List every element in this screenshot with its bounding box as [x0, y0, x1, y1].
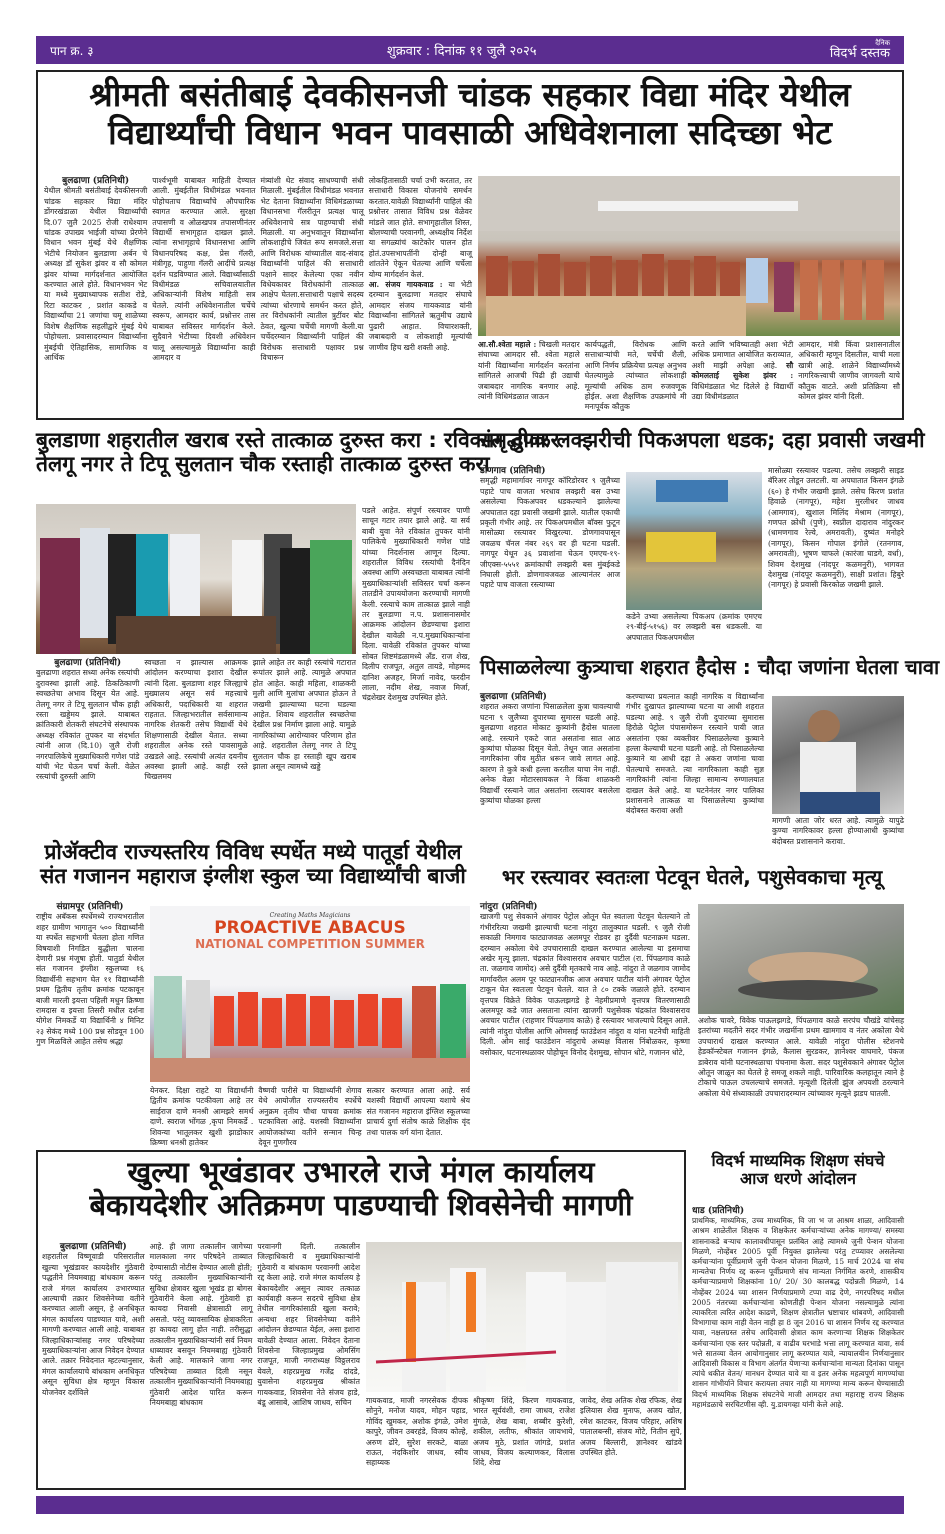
dateline: धाड (प्रतिनिधी) — [692, 1206, 745, 1216]
story5-lower-columns — [150, 1086, 470, 1146]
photo-person — [772, 696, 904, 814]
story7-column: श्रीकृष्ण शिंदे, किरण गायकवाड, भारत सूर्यवंशी, रामा जाधव, राजेश मुंगळे, शेख बाबा, शब्बीर कुरेशी, शकील, लतीफ, श्रीकांत जायभाये, अजय मुठे, प्रशांत जांगडे, प्रशांत जाधव, विजय कल्याणकर, विलास शिंदे, शेख — [473, 1396, 575, 1468]
story7-column: जावेद, शेख अतिक शेख रफिक, शेख इलियास शेख मुनाफ, अजय खोत, रमेश काटकर, विजय परिहार, अशिष पातालबन्सी, संजय मोटे, नितीन सुपे, अजय बिल्लारी, ज्ञानेश्वर खांडवे उपस्थित होते. — [580, 1396, 682, 1458]
dateline: नांदुरा (प्रतिनिधी) — [480, 902, 538, 912]
page-number: पान क्र. ३ — [50, 43, 94, 58]
story7-text-columns — [42, 1242, 360, 1486]
brand-logo — [830, 40, 890, 60]
story1-column: करते आणि भविष्यातही अशा भेटी अधिक प्रमाणात आयोजित कराव्यात, अशी माझी अपेक्षा आहे. सौ कोमलताई सुकेश झंवर : विधिमंडळात भेट दिलेले हे विद्यार्थी उद्या विधीमंडळात — [691, 340, 794, 402]
story7-lower-columns — [366, 1396, 682, 1486]
story4-column: करण्याच्या प्रयत्नात काही नागरिक व विद्यार्थ्यांना गंभीर दुखापत झाल्याच्या घटना या आधी शहरात घडल्या आहे. ९ जुलै रोजी दुपारच्या सुमारास हिरोळे पेट्रोल पंपासमोरून रस्त्याने पायी जात असतांना एका व्यक्तीवर पिसाळलेल्या कुत्र्याने हल्ला केल्याची घटना घडली आहे. तो पिसाळलेल्या कुत्र्याने या आधी दहा ते अकरा जणांना चावा घेतल्याचे समजते. त्या नागरिकाला काही सुज्ञ नागरिकांनी त्यांना जिल्हा सामान्य रुग्णालयात दाखल केले आहे. या घटनेनंतर नगर पालिका प्रशासनाने तात्कळ या पिसाळलेल्या कुत्र्यांचा बंदोबस्त करावा अशी — [626, 692, 764, 816]
story1-column: बुलढाणा (प्रतिनिधी) येथील श्रीमती बसंतीबाई देवकीसनजी चांडक सहकार विद्या मंदिर डोंगरखंडाळा येथील विद्यार्थ्यांची दि.07 जुलै 2025 रोजी राधेश्याम चांडक उपाख्य भाईजी यांच्या प्रेरणेने विधान भवन मुंबई येथे शैक्षणिक भेटीचे नियोजन बुलडाणा अर्बन चे अध्यक्ष डॉ सुकेश झंवर व सौ कोमल झंवर यांच्या मार्गदर्शनात आयोजित करण्यात आले होते. विधानभवन भेट या मध्ये मुख्याध्यापक सतीश रोडे, रिटा काटकर , प्रशांत काकडे व विद्यार्थ्यांचा 21 जणांचा चमू शाळेच्या विशेष शैक्षणिक सहलीद्वारे मुंबई येथे पोहोचला. प्रवासादरम्यान विद्यार्थ्यांना मुंबईची ऐतिहासिक, सामाजिक व आर्थिक — [44, 176, 148, 362]
headline-line-1: श्रीमती बसंतीबाई देवकीसनजी चांडक सहकार विद्या मंदिर येथील — [89, 75, 851, 114]
dateline: बुलढाणा (प्रतिनिधी) — [54, 658, 122, 668]
story8-body: धाड (प्रतिनिधी) प्राथमिक, माध्यमिक, उच्च माध्यमिक, वि जा भ ज आश्रम शाळा, आदिवासी आश्रम शाळेतील शिक्षक व शिक्षकेतर कर्मचाऱ्यांच्या अनेक मागण्या/ समस्या शासनाकडे बऱ्याच कालावधीपासून प्रलंबित आहे त्यामध्ये जुनी पेन्शन योजना मिळणे, नोव्हेंबर 2005 पूर्वी नियुक्त झालेल्या परंतु टप्प्यावर असलेल्या कर्मचाऱ्यांना पूर्वीप्रमाणे जुनी पेन्शन योजना मिळणे, 15 मार्च 2024 चा संच मान्यतेचा निर्णय रद्द करून पूर्वीप्रमाणे संच मान्यता निर्गमित करणे, शासकीय कर्मचाऱ्याप्रमाणे शिक्षकांना 10/ 20/ 30 कालबद्ध पदोन्नती मिळणे, 14 नोव्हेंबर 2024 च्या शासन निर्णयाप्रमाणे टप्पा वाढ देणे, नगरपरिषद मधील 2005 नंतरच्या कर्मचाऱ्यांना कोणतीही पेन्शन योजना नसल्यामुळे त्यांना त्याकरिता त्वरित आदेश काढणे, शिक्षण क्षेत्रातील भ्रष्टाचार थांबवणे, आदिवासी विभागाचा काम नाही वेतन नाही हा 8 जून 2016 चा शासन निर्णय रद्द करण्यात यावा, नक्षलग्रस्त तसेच आदिवासी क्षेत्रात काम करणाऱ्या शिक्षक शिक्षकेतर कर्मचाऱ्यांना एक स्तर पदोन्नती, व वाढीव घरभाडे भत्ता लागू करण्यात यावा, सर्व भत्ते सातव्या वेतन आयोगानुसार लागू करण्यात यावे, न्यायालयीन निर्णयानुसार आदिवासी विकास व विभाग अंतर्गत येणाऱ्या कर्मचाऱ्यांना मान्यता दिनांका पासून त्यांचे थकीत वेतन/ मानधन देण्यात यावे या व इतर अनेक महत्वपूर्ण मागण्यांचा शासन गांभीर्याने विचार करायला तयार नाही या मागण्या मान्य करून घेण्यासाठी विदर्भ माध्यमिक शिक्षक संघटनेचे माजी आमदार तथा महाराष्ट्र राज्य शिक्षक महामंडळाचे सरचिटणीस व्ही. यु.डायगव्हा यांनी केले आहे. — [692, 1206, 904, 1409]
story1-column: पार्श्वभूमी याबाबत माहिती देण्यात आली. मुंबईतील विधीमंडळ भवनात पोहोचताच विद्यार्थ्यांचे औपचारिक स्वागत करण्यात आले. सुरक्षा तपासणी व ओळखपत्र तपासणीनंतर विद्यार्थी सभागृहात दाखल झाले. त्यांना सभागृहाचे विधानसभा आणि विधानपरिषद कक्ष, प्रेस गॅलरी, मंत्रीगृह, पाहुणा गॅलरी आदींचे प्रत्यक्ष दर्शन घडविण्यात आले. विद्यार्थ्यांसाठी विधीमंडळ सचिवालयातील अधिकाऱ्यांनी विशेष माहिती सत्र घेतले. त्यांनी अधिवेशनातील चर्चेचे स्वरूप, आमदार कार्य, प्रश्नोत्तर तास याबाबत सविस्तर मार्गदर्शन केले. सुदैवाने भेटीच्या दिवशी अधिवेशन चालू असल्यामुळे विद्यार्थ्यांना काही आमदार व — [152, 176, 256, 362]
story-samruddhi-accident — [480, 428, 925, 653]
story5-column: सत्कार करण्यात आला आहे. सर्व यशस्वी विद्यार्थी आपल्या यशाचे श्रेय संत गजानन महाराज इंग्लिश स्कूलच्या प्राचार्य दुर्गा संतोष काळे शिक्षीक वृंद तथा पालक वर्ग यांना देतात. — [366, 1086, 470, 1137]
story2-column: स्वच्छता न झाल्यास आक्रमक आंदोलन करण्याचा इशारा देखील त्यांनी दिला. बुलडाणा शहर जिल्ह्याचे मुख्यालय असून सर्व महत्त्वाचे अधिकारी, पदाधिकारी या शहरात राहतात. जिल्हाभरातील सर्वसामान्य नागरिक शेतकरी तसेच विद्यार्थी येथे शिक्षणासाठी देखील येतात. सध्या शहरातील अनेक रस्ते पावसामुळे उखडले आहे. रस्त्यांची अत्यंत दयनीय अवस्था झाली आहे. काही रस्ते चिखलमय — [144, 658, 248, 782]
subhead: आ.सौ.श्वेता महाले : — [478, 340, 537, 349]
story-abacus-competition — [36, 840, 470, 1148]
headline-line-2: बेकायदेशीर अतिक्रमण पाडण्याची शिवसेनेची मागणी — [89, 1188, 633, 1223]
story6-column: अशोक चावरे, विवेक पाऊलझगडे, पिंपळगाव काळे सरपंच चौखंडे यांचेसह इतरांच्या मदतीने सदर गंभीर जखमींना प्रथम खामगाव व नंतर अकोला येथे उपचारार्थ दाखल करण्यात आले. यावेळी नांदुरा पोलीस स्टेशनचे हेडकॉन्स्टेबल गजानन इंगळे, कैलास सुरडकर, ज्ञानेश्वर वाघमारे, पंकज डाबेराव यांनी घटनास्थळाचा पंचनामा केला. सदर पशुसेवकाने अंगावर पेट्रोल ओतून जाळून का घेतले हे समजू शकले नाही. पारिवारिक कलहातून त्याने हे टोकाचे पाऊल उचलल्याचे समजते. मृत्यूशी दिलेली झुंज अपयशी ठरल्याने अकोला येथे संध्याकाळी उपचारादरम्यान त्यांच्यावर मृत्यूने झडप घातली. — [698, 1016, 904, 1098]
brand-small: दैनिक — [875, 39, 890, 47]
story-mangal-karyalay — [36, 1150, 686, 1490]
banner-title: PROACTIVE ABACUS — [214, 918, 406, 938]
headline-line-1: बुलडाणा शहरातील खराब रस्ते तात्काळ दुरुस्त करा : रविकांत तुपकर — [36, 428, 560, 452]
story1-text-columns — [44, 176, 472, 414]
photo-injured-man — [772, 696, 904, 814]
headline-line-1: खुल्या भूखंडावर उभारले राजे मंगल कार्यालय — [127, 1155, 595, 1189]
story7-column: गायकवाड, माजी नगरसेवक दीपक सोनुने, मनोज यादव, मोहन पहाड, गोविंद खुमकर, अशोक इंगळे, उमेश कापुरे, जीवन उबरहंडे, विजय कोल्हे, अरुण ढोरे, सुरेश सरकटे, बाळा राऊत, नंदकिशोर जाधव, स्वीय सहाय्यक — [366, 1396, 468, 1468]
story1-column: कार्यपद्धती, विरोधक आणि सत्ताधाऱ्यांची मते, चर्चेची शैली, आणि निर्णय प्रक्रियेचा प्रत्यक्ष अनुभव घेतल्यामुळे त्यांच्यात लोकशाही मूल्यांची अधिक ठाम रुजवणूक होईल. अशा शैक्षणिक उपक्रमांचे मी मनःपूर्वक कौतुक — [584, 340, 687, 412]
story1-column: लोकहितासाठी चर्चा उभी करतात, तर सत्ताधारी विकास योजनांचे समर्थन करतात.यावेळी विद्यार्थ्यांनी पाहिलं की प्रश्नोत्तर तासात विविध प्रश्न वेळेवर मांडले जात होते. सभागृहातील शिस्त, बोलण्याची परवानगी, अध्यक्षीय निर्देश या सगळ्यांचं काटेकोर पालन होत होतं.उपसभापतींनी दोन्ही बाजू शांततेने ऐकून घेतल्या आणि चर्चेला योग्य मार्गदर्शन केलं. आ. संजय गायकवाड : या भेटी दरम्यान बुलढाणा मतदार संघाचे आमदार संजय गायकवाड यांनी विद्यार्थ्यांना सांगितले ऋतुमीच उद्याचे पुढारी आहात. विचारशक्ती, जबाबदारी व लोकशाही मूल्यांची जाणीव हिच खरी शक्ती आहे. — [368, 176, 473, 352]
photo-crashed-pickup — [626, 472, 762, 610]
story7-column: बुलढाणा (प्रतिनिधी) शहरातील विष्णूवाडी परिसरातील खुल्या भूखंडावर कायदेशीर गुंठेवारी पद्धतीने नियमबाह्य बांधकाम करून राजे मंगल कार्यालय उभारण्यात आल्याची तक्रार शिवसेनेच्या वतीने करण्यात आली असून, हे अनधिकृत मंगल कार्यालय पाडण्यात यावे, अशी मागणी करण्यात आली आहे. याबाबत जिल्हाधिकाऱ्यांसह नगर परिषदेच्या मुख्याधिकाऱ्यांना आज निवेदन देण्यात आले. तक्रार निवेदनात म्हटल्यानुसार, मंगल कार्यालयाचे बांधकाम अनधिकृत असून सुविधा क्षेत्र म्हणून विकास योजनेवर दर्शविले — [42, 1242, 145, 1397]
headline-line-2: विद्यार्थ्यांची विधान भवन पावसाळी अधिवेशनाला सदिच्छा भेट — [108, 112, 832, 152]
story5-column: येनकर. दिक्षा राहटे या विद्यार्थांनी द्वितीय क्रमांक पटकीवला आहे तर साईराज दाणे मनश्री आमझरे समर्थ दाणे. स्वराज भोंगळ ,कृपा निमकर्डे . शिवन्या भातूलकर खुशी झाडोकार क्रिष्णा धनश्री हातेकर — [150, 1086, 254, 1148]
photo-delegation-meeting — [36, 504, 356, 654]
headline: भर रस्त्यावर स्वतःला पेटवून घेतले, पशुसेवकाचा मृत्यू — [501, 865, 883, 889]
dateline: संग्रामपूर (प्रतिनिधी) — [56, 902, 124, 912]
story-self-immolation — [480, 866, 904, 1146]
story-school-visit — [36, 70, 904, 420]
story2-text-columns — [36, 658, 356, 833]
photo-wreck — [626, 472, 762, 610]
masthead-band — [36, 36, 904, 64]
headline-line-2: संत गजानन महाराज इंग्लीश स्कुल च्या विद्यार्थ्यांची बाजी — [40, 864, 466, 889]
photo-group-silhouettes — [36, 504, 356, 654]
story-teachers-protest — [692, 1152, 904, 1490]
banner-tagline: Creating Maths Magicians — [269, 912, 351, 919]
story2-column: बुलढाणा (प्रतिनिधी) बुलढाणा शहरात सध्या अनेक रस्त्यांची दुरावस्था झाली आहे. ठिकठिकाणी स्वच्छतेचा अभाव दिसून येत आहे. तेलगू नगर ते टिपू सुलतान चौक हाही रस्ता खड्डेमय झाले. याबाबत क्रांतिकारी शेतकरी संघटनेचे संस्थापक अध्यक्ष रविकांत तुपकर या संदर्भात त्यांनी आज (दि.10) जुलै रोजी नगरपालिकेचे मुख्याधिकारी गणेश पांडे यांची भेट घेऊन चर्चा केली. वेळेत रस्त्यांची दुरुस्ती आणि — [36, 658, 140, 782]
headline-line-2: आज धरणे आंदोलन — [739, 1169, 857, 1189]
dateline: बुलढाणा (प्रतिनिधी) — [59, 1242, 127, 1252]
story4-column: बुलढाणा (प्रतिनिधी) शहरात अकरा जणांना पिसाळलेला कुत्रा चावल्याची घटना ९ जुलैच्या दुपारच्या सुमारस घडली आहे. बुलढाणा शहरात मोकाट कुत्र्यांनी हैदोस घातला आहे. रस्त्याने एकटे जात असतांना सात आठ कुत्र्यांचा घोळका दिसून येतो. तेथून जात असतांना नागरिकांना जीव मुठीत धरून जावे लागत आहे. कारण ते कुत्रे कधी हल्ला करतील याचा नेम नाही. अनेक वेळा मोटारसायकल ने किंवा शाळकरी विद्यार्थी रस्त्याने जात असतांना रस्त्यावर बसलेला कुत्र्यांचा घोळका हल्ला — [480, 692, 620, 806]
headline: पिसाळलेल्या कुत्र्याचा शहरात हैदोस : चौदा जणांना घेतला चावा — [480, 655, 940, 679]
photo-people — [366, 1242, 682, 1392]
story4-caption-column: मागणी आता जोर धरत आहे. त्यामुळे यापुढे कुण्या नागरिकावर हल्ला होण्याआधी कुत्र्यांचा बंदोबस्त प्रशासनाने करावा. — [772, 816, 904, 846]
headline-line-1: प्रोॲक्टीव राज्यस्तरिय विविध स्पर्धेत मध्ये पातूर्डा येथील — [44, 840, 462, 864]
photo-people-silhouettes — [478, 176, 900, 336]
story5-column: वैष्णवी पारीसे या विद्यार्थ्यांनी शेगाव येथे आयोजीत राज्यस्तरीय स्पर्धेचे अनुक्रम तृतीय चौथा पाचवा क्रमांक पटकाविला आहे. यशस्वी विद्यार्थ्यांना आयोजकांच्या वतीने सन्मान चिन्ह देवून गुणगौरव — [258, 1086, 362, 1148]
story3-column: मासोळ्या रस्त्यावर पडल्या. तसेच लक्झरी साइड बॅरिअर तोडून उलटली. या अपघातात किसन इंगळे (६०) हे गंभीर जखमी झाले. तसेच किरण प्रशांत हिवाळे (नागपूर), महेश मुरलीधर जाधव (आमगाव), खुशाल मिलिंद मेश्राम (नागपूर), गणपत क्रोधी (पुणे), स्वप्नील दादाराव नांदुरकर (धामणगाव रेल्वे, अमरावती), दुष्यंत मनोहरे (नागपूर), किसन गोपाल इंगोले (रतनगाव, अमरावती), भूषण चाफले (कारंजा घाडगे, वर्धा), शिवम देशमुख (नांदपूर कळमनुरी), भागवत देशमुख (नांदपूर कळमनुरी), साक्षी प्रशांत। हिबुरे (नागपूर) हे प्रवासी किरकोळ जखमी झाले. — [768, 466, 904, 590]
brand-name: विदर्भ दस्तक — [829, 46, 890, 61]
story7-column: आहे. ही जागा तत्कालीन जागेच्या मालकाला नगर परिषदेने ताब्यात देण्यासाठी नोटीस देण्यात आली होती; परंतु तत्कालीन मुख्याधिकाऱ्यांनी सुविधा क्षेत्रावर खुला भूखंड हा बोगस गुंठेवारीने केला आहे. गुंठेवारी हा कायदा निवासी क्षेत्रासाठी लागू असतो. परंतु व्यावसायिक क्षेत्राकरिता हा कायदा लागू होत नाही. तरीसुद्धा तत्कालीन मुख्याधिकाऱ्यांनी सर्व नियम धाब्यावर बसवून नियमबाह्य गुंठेवारी केली आहे. मालकाने जागा नगर परिषदेच्या ताब्यात दिली नसून तत्कालीन मुख्याधिकाऱ्यांनी नियमबाह्य गुंठेवारी आदेश पारित करून नियमबाह्य बांधकाम — [149, 1242, 253, 1408]
story1-column: आ.सौ.श्वेता महाले : चिखली मतदार संघाच्या आमदार सौ. श्वेता महाले यांनी विद्यार्थ्यांना मार्गदर्शन करतांना सांगितले आजची पिढी ही उद्याची जबाबदार नागरिक बनणार आहे. त्यांनी विधिमंडळात जाऊन — [478, 340, 580, 402]
story3-column: डोणगाव (प्रतिनिधी) समृद्धी महामार्गावर नागपूर कॉरिडोरवर ९ जुलैच्या पहाटे पाच वाजता भरधाव लक्झरी बस उभ्या असलेल्या पिकअपवर धडकल्याने झालेल्या अपघातात दहा प्रवासी जखमी झाले. यातील एकाची प्रकृती गंभीर आहे. तर पिकअपमधील बॉक्स फुटून मासोळ्या रस्त्यावर विखुरल्या. डोणगावपासून जवळच चॅनल नंबर २६९ वर ही घटना घडली. नागपूर येथून ३६ प्रवाशांना घेऊन एमएच-१९-जीएक्स-५५५१ क्रमांकाची लक्झरी बस मुंबईकडे निघाली होती. डोणगावजवळ आल्यानंतर आज पहाटे पाच वाजता रस्त्याच्या — [480, 466, 620, 590]
headline-line-2: तेलगू नगर ते टिपू सुलतान चौक रस्ताही तात्काळ दुरुस्त करा — [36, 452, 490, 477]
banner-subtitle: NATIONAL COMPETITION SUMMER — [195, 937, 425, 951]
photo-students-at-vidhan-bhavan — [478, 176, 900, 336]
dateline: बुलढाणा (प्रतिनिधी) — [480, 692, 547, 702]
story7-column: परवानगी दिली. तत्कालीन जिल्हाधिकारी व मुख्याधिकाऱ्यांनी गुंठेवारी व बांधकाम परवानगी आदेश रद्द केला आहे. राजे मंगल कार्यालय हे बेकायदेशीर असून त्यावर तत्काळ कार्यवाही करून सदरचे सुविधा क्षेत्र तेथील नागरिकांसाठी खुला करावे; अन्यथा शहर शिवसेनेच्या वतीने आंदोलन छेडण्यात येईल, असा इशारा यावेळी देण्यात आला. निवेदन देताना शिवसेना जिल्हाप्रमुख ओमसिंग राजपूत, माजी नगराध्यक्ष विठ्ठलराव येवले, शहरप्रमुख गजेंद्र दांदडे, युवासेना शहरप्रमुख श्रीकांत गायकवाड, शिवसेना नेते संजय हाडे, बंडू आसाबे, आशिष जाधव, सचिन — [257, 1242, 361, 1408]
story1-column: आमदार, मंत्री किंवा प्रशासनातील अधिकारी म्हणून दिसतील, याची मला खात्री आहे. शाळेने विद्यार्थ्यांमध्ये नागरिकत्त्वाची जाणीव जागवली याचे कौतुक वाटते. अशी प्रतिक्रिया सौ कोमल झंवर यांनी दिली. — [798, 340, 900, 402]
photo-children-group — [150, 946, 470, 1082]
issue-date: शुक्रवार : दिनांक ११ जुलै २०२५ — [386, 44, 537, 59]
story-rabid-dog — [480, 655, 940, 846]
story6-column: नांदुरा (प्रतिनिधी) खाजगी पशु सेवकाने अंगावर पेट्रोल ओतून घेत स्वतःला पेटवून घेतल्याने तो गंभीररित्या जखमी झाल्याची घटना नांदुरा तालुक्यात घडली. ९ जुलै रोजी सकाळी निमगाव फाट्याजवळ अलमपूर रोडवर हा दुर्दैवी घटनाक्रम घडला. दरम्यान अकोला येथे उपचारासाठी दाखल करण्यात आलेल्या या इसमाचा अखेर मृत्यू झाला. चंद्रकांत विश्वासराव अवचार पाटील (रा. पिंपळगाव काळे ता. जळगाव जामोद) असे दुर्दैवी मृतकाचे नाव आहे. नांदुरा ते जळगाव जामोद मार्गावरील अलम पूर फाट्यानजीक आज अवचार पाटील यांनी अंगावर पेट्रोल टाकून घेत स्वतःला पेटवून घेतले. यात ते ८० टक्के जळाले होते. दरम्यान वृत्तपत्र विक्रेते विवेक पाऊलझगडे हे नेहमीप्रमाणे वृत्तपत्र वितरणासाठी अलमपूर कडे जात असताना त्यांना खाजगी पशुसेवक चंद्रकांत विश्वासराव अवचार पाटील (राहणार पिंपळगाव काळे) हे रस्त्यावर भाजल्याचे दिसून आले. त्यांनी नांदुरा पोलीस आणि ओमसाई फाउंडेशन नांदुरा व यांना घटनेची माहिती दिली. ओम साई फाउंडेशन नांदुराचे अध्यक्ष विलास निंबोळकर, कृष्णा वसोकार, घटनास्थळावर पोहोचून विनोद देशमुख, सोपान धोटे, गजानन धोटे, — [480, 902, 690, 1057]
subhead: आ. संजय गायकवाड : — [368, 280, 443, 290]
story2-side-column: पडले आहेत. संपूर्ण रस्त्यावर पाणी साचून गटार तयार झाले आहे. या सर्व बाबी युवा नेते रविकांत तुपकर यांनी पालिकेचे मुख्याधिकारी गणेश पांडे यांच्या निदर्शनास आणून दिल्या. शहरातील विविध रस्त्यांची दैनंदिन अवस्था आणि अस्वच्छता याबाबत त्यांनी मुख्याधिकाऱ्यांशी सविस्तर चर्चा करून तातडीने उपाययोजना करण्याची मागणी केली. रस्त्याचे काम तात्काळ झाले नाही तर बुलडाणा न.प. प्रशासनासमोर आक्रमक आंदोलन छेडण्याचा इशारा देखील यावेळी न.प.मुख्याधिकाऱ्यांना दिला. यावेळी रविकांत तुपकर यांच्या सोबत शिष्टमंडळामध्ये अँड. राज शेख, दिलीप राजपूत, अतुल तायडे, मोहम्मद दानिश अजहर, मिर्जा नावेद, फरदीन लाला, नदीम शेख, नवाज मिर्जा, चंद्रशेखर देशमुख उपस्थित होते. — [362, 506, 470, 703]
story1-lower-columns — [478, 340, 900, 418]
dateline: डोणगाव (प्रतिनिधी) — [480, 466, 546, 476]
photo-road-incident — [698, 904, 904, 1014]
dateline: बुलढाणा (प्रतिनिधी) — [62, 176, 130, 186]
photo-road-blur — [698, 904, 904, 1014]
headline: समृद्धीवर लक्झरीची पिकअपला धडक; दहा प्रवासी जखमी — [480, 428, 925, 452]
footer-band — [36, 1496, 904, 1514]
headline-line-1: विदर्भ माध्यमिक शिक्षण संघचे — [711, 1151, 885, 1170]
photo-abacus-winners — [150, 906, 470, 1082]
story1-column: मंत्र्यांशी थेट संवाद साधण्याची संधी मिळाली. मुंबईतील विधीमंडळ भवनात भेट देताना विद्यार्थ्यांना विधिमंडळाच्या विधानसभा गॅलरीतून प्रत्यक्ष चालू अधिवेशनाचे सत्र पाहण्याची संधी मिळाली. या अनुभवातून विद्यार्थ्यांना लोकशाहीचे जिवंत रूप समजले.सत्ता आणि विरोधक यांच्यातील वाद-संवाद विद्यार्थ्यांनी पाहिलं की सत्ताधारी पक्षाने सादर केलेल्या एका नवीन विधेयकावर विरोधकांनी तात्काळ आक्षेप घेतला.सत्ताधारी पक्षाचे सदस्य त्यांच्या धोरणाचे समर्थन करत होते, तर विरोधकांनी त्यातील त्रुटींवर बोट ठेवत, खुल्या चर्चेची मागणी केली.या चर्चेदरम्यान विद्यार्थ्यांनी पाहिलं की विरोधक सत्ताधारी पक्षावर प्रश्न विचारून — [260, 176, 364, 362]
subhead: सौ कोमलताई सुकेश झंवर : — [691, 360, 794, 381]
story3-column: कडेने उभ्या असलेल्या पिकअप (क्रमांक एमएच २९-बीई-५१५६) वर लक्झरी बस धडकली. या अपघातात पिकअपमधील — [626, 612, 762, 642]
story5-column: संग्रामपूर (प्रतिनिधी) राष्ट्रीय अबॅकस स्पर्धेमध्ये राज्यभरातील शहर ग्रामीण भागातुन ५०० विद्यार्थ्यांनी या स्पर्धेत सहभागी घेतला होता गणित विषयाशी निगडित बुद्धीला चालना देणारी प्रश्न मंजूषा होती. पातुर्डा येथील संत गजानन इंग्लीश स्कुलच्या १६ विद्यार्थीनी सहभाग घेत ११ विद्यार्थ्यांनी प्रथम द्वितीय तृतीय क्रमांक पटकावून बाजी मारली इयत्ता पहिली मधुन क्रिष्णा रामदास व इयत्ता तिसरी मधील दर्शना योगेश निमकर्डे या विद्यार्थिनी ४ मिनिट २३ सेकंद मध्ये 100 प्रश्न सोडवून 100 गुण मिळविले आहेत तसेच श्रद्धा — [36, 902, 144, 1047]
photo-shivsena-delegation — [366, 1242, 682, 1392]
story2-column: झाले आहेत तर काही रस्त्यांचे गटारात रूपांतर झाले आहे. त्यामुळे अपघात होत आहेत. काही महिला, शाळकरी मुली आणि मुलांचा अपघात होऊन ते जखमी झाल्याच्या घटना घडल्या आहेत. शिवाय शहरातील स्वच्छतेचा देखील प्रश्न निर्माण झाला आहे. यामुळे नागरिकांच्या आरोग्यावर परिणाम होत आहे. शहरातील तेलगू नगर ते टिपू सुलतान चौक हा रस्ताही खूप खराब झाला असून त्यामध्ये खड्डे — [252, 658, 356, 772]
